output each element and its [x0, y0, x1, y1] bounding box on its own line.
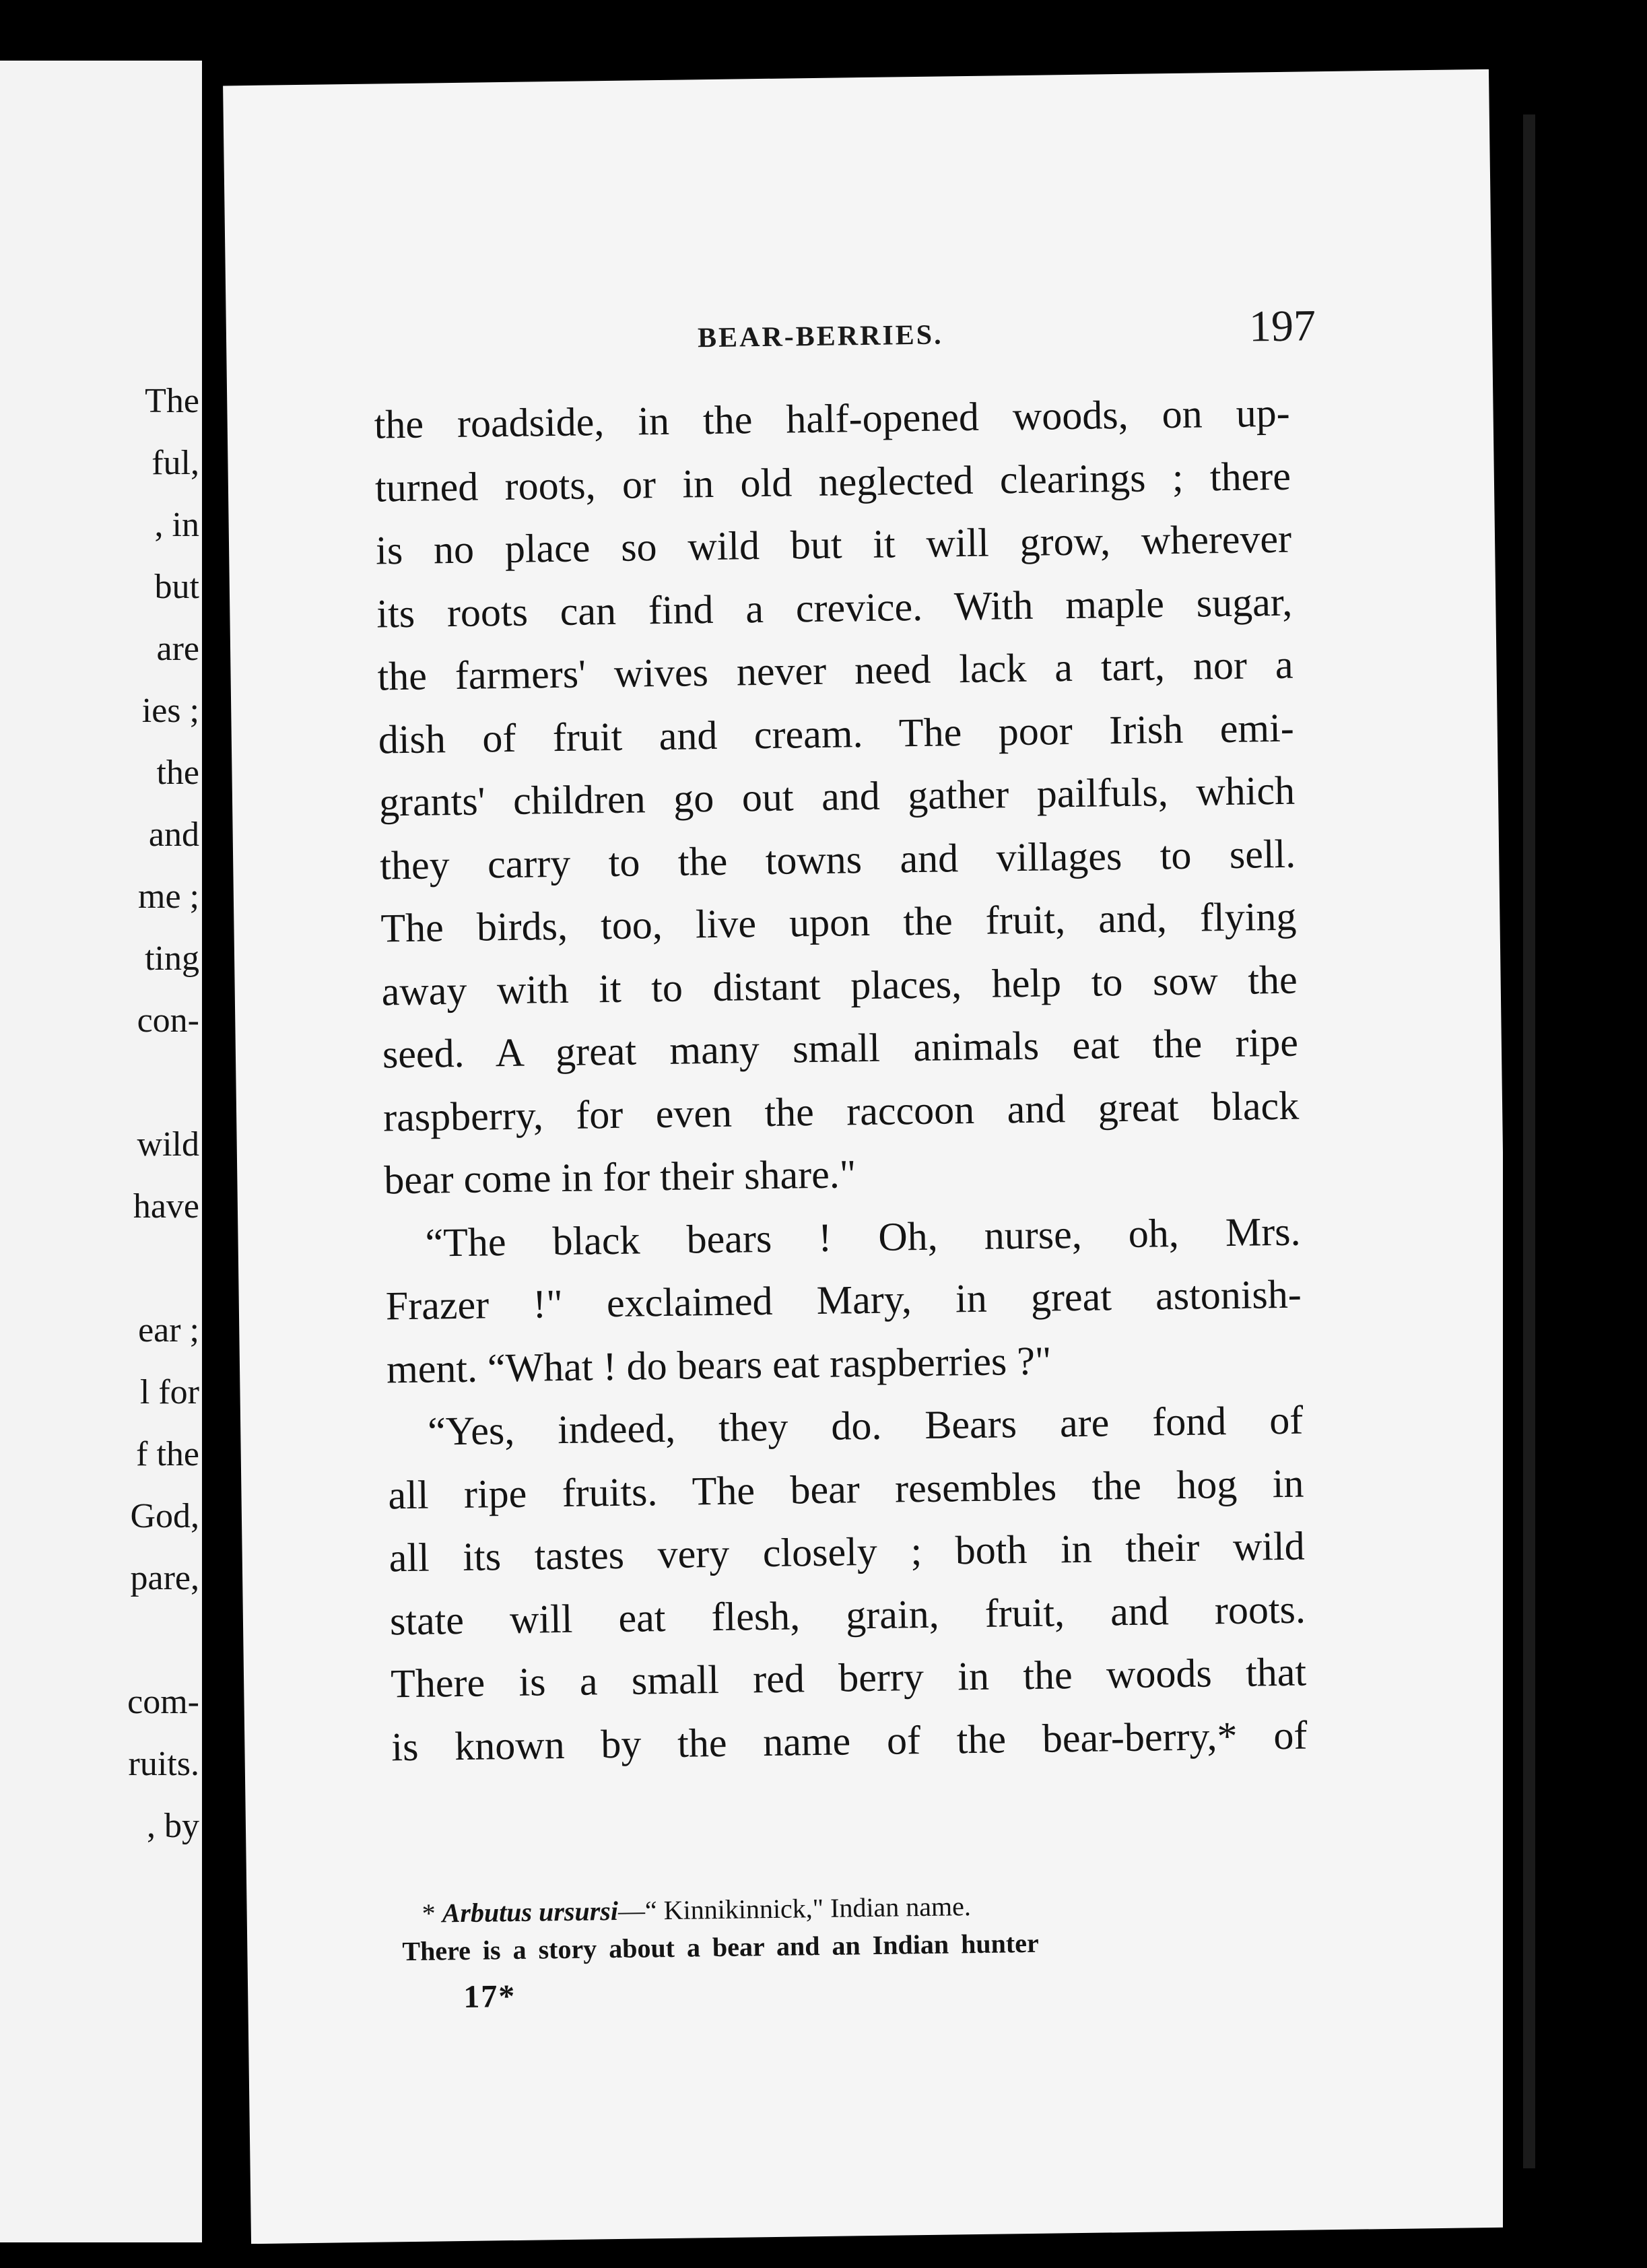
left-fragment: , in	[154, 506, 199, 544]
previous-page-edge	[0, 61, 202, 2242]
text-line: “The black bears ! Oh, nurse, oh, Mrs.	[425, 1209, 1301, 1265]
text-line: is no place so wild but it will grow, wherever	[375, 516, 1292, 573]
footnote-text: —“ Kinnikinnick," Indian name.	[617, 1891, 972, 1926]
left-fragment: ies ;	[141, 692, 199, 730]
left-fragment	[0, 1052, 202, 1114]
text-line: turned roots, or in old neglected clearings ; there	[374, 453, 1291, 510]
text-line: they carry to the towns and villages to sell.	[379, 831, 1296, 888]
body-text	[374, 382, 1308, 1779]
footnote-marker: *	[422, 1898, 442, 1929]
left-fragment: God,	[130, 1497, 199, 1535]
footnote-block	[401, 1883, 1318, 1970]
text-line: bear come in for their share."	[383, 1152, 856, 1203]
text-line: its roots can find a crevice. With maple sugar,	[376, 579, 1293, 636]
text-line: all its tastes very closely ; both in their wild	[389, 1523, 1306, 1580]
left-fragment	[0, 1238, 202, 1300]
text-line: away with it to distant places, help to sow the	[381, 957, 1298, 1013]
left-fragment: wild	[137, 1125, 199, 1164]
previous-page-line-fragments	[0, 370, 202, 1857]
text-line: seed. A great many small animals eat the ripe	[382, 1020, 1299, 1077]
binding-stripe	[1523, 114, 1535, 2168]
text-line: Frazer !" exclaimed Mary, in great astonish-	[385, 1271, 1302, 1329]
text-line: raspberry, for even the raccoon and great black	[382, 1083, 1300, 1139]
text-line: The birds, too, live upon the fruit, and, flying	[380, 894, 1297, 951]
footnote-latin-name: Arbutus ursursi	[442, 1895, 619, 1929]
text-line: There is a small red berry in the woods that	[390, 1649, 1307, 1706]
left-fragment: l for	[139, 1373, 199, 1411]
text-line: all ripe fruits. The bear resembles the hog in	[388, 1461, 1304, 1517]
left-fragment: con-	[137, 1001, 199, 1040]
left-fragment: ting	[145, 939, 199, 978]
page-number: 197	[1248, 301, 1316, 352]
left-fragment: ful,	[152, 444, 199, 482]
left-fragment	[0, 1609, 202, 1671]
text-line: the farmers' wives never need lack a tart, nor a	[377, 642, 1293, 699]
left-fragment: and	[148, 815, 199, 854]
left-fragment: are	[156, 630, 199, 668]
text-line: is known by the name of the bear-berry,* of	[391, 1712, 1308, 1769]
left-fragment: f the	[136, 1435, 199, 1473]
text-line: “Yes, indeed, they do. Bears are fond of	[427, 1397, 1304, 1454]
left-fragment: have	[133, 1187, 199, 1226]
left-fragment: the	[156, 754, 199, 792]
running-head: BEAR-BERRIES.	[697, 319, 943, 354]
text-line: grants' children go out and gather pailfuls, which	[378, 768, 1296, 825]
text-line: the roadside, in the half-opened woods, on up-	[374, 390, 1291, 447]
footnote-continuation: There is a story about a bear and an Indian hunter	[402, 1927, 1039, 1967]
text-line: state will eat flesh, grain, fruit, and roots.	[389, 1587, 1306, 1643]
page-header	[226, 298, 1493, 376]
left-fragment: ruits.	[128, 1745, 199, 1783]
book-page	[223, 69, 1517, 2244]
left-fragment: com-	[127, 1683, 199, 1721]
left-fragment: me ;	[138, 877, 199, 916]
left-fragment: The	[145, 382, 199, 420]
left-fragment: , by	[147, 1807, 199, 1845]
left-fragment: but	[154, 568, 199, 606]
text-line: dish of fruit and cream. The poor Irish emi-	[378, 705, 1295, 762]
left-fragment: pare,	[130, 1559, 199, 1597]
signature-mark: 17*	[463, 1978, 516, 2015]
left-fragment: ear ;	[138, 1311, 199, 1349]
text-line: ment. “What ! do bears eat raspberries ?"	[386, 1338, 1052, 1391]
